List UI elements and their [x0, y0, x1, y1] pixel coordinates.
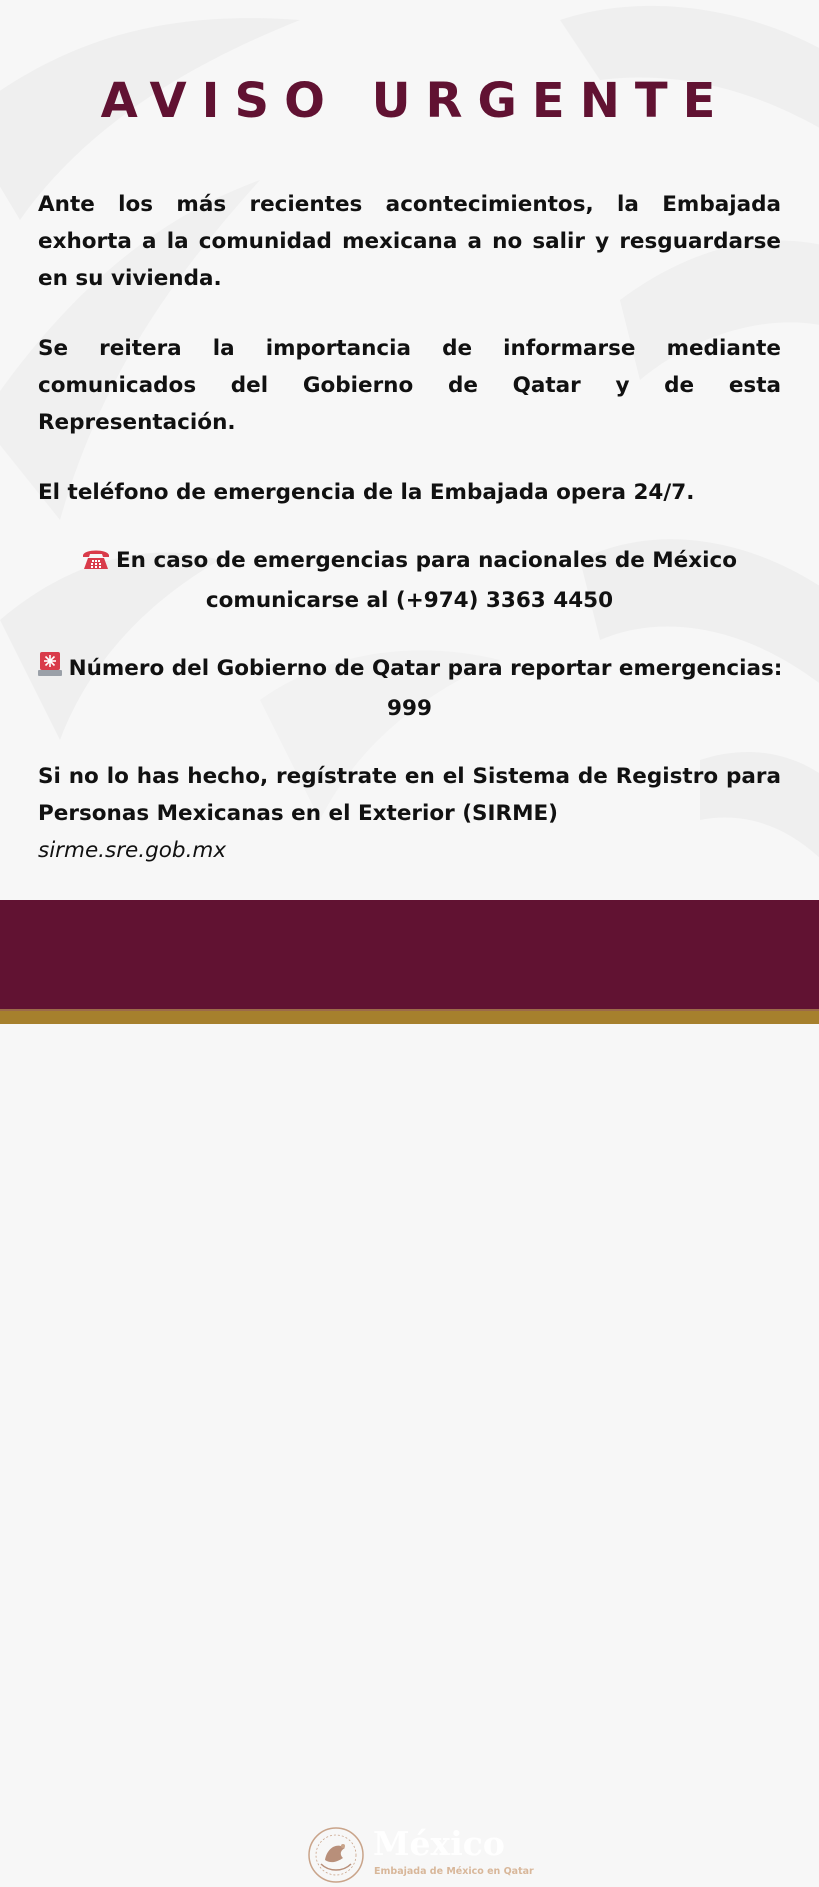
paragraph-embassy-emergency: [20, 542, 799, 619]
embassy-logo: [307, 1822, 534, 1887]
logo-subtitle: Embajada de México en Qatar: [374, 1866, 534, 1877]
paragraph-sirme-registration: [38, 758, 781, 869]
telephone-icon: [82, 545, 110, 582]
embassy-emergency-line1: En caso de emergencias para nacionales de México: [115, 548, 738, 573]
national-seal-icon: [307, 1826, 365, 1884]
paragraph-stay-informed: Se reitera la importancia de informarse mediante comunicados del Gobierno de Qatar y de esta Representación.: [38, 336, 781, 435]
embassy-phone-number[interactable]: comunicarse al (+974) 3363 4450: [205, 588, 614, 613]
notice-content: [0, 0, 819, 900]
sirme-text: Si no lo has hecho, regístrate en el Sistema de Registro para Personas Mexicanas en el Exterior (SIRME): [38, 764, 781, 826]
qatar-emergency-number[interactable]: 999: [387, 696, 432, 721]
footer-band: [0, 900, 819, 1877]
gold-strip: [0, 1011, 819, 1024]
sirme-link[interactable]: sirme.sre.gob.mx: [38, 838, 227, 863]
paragraph-emergency-24-7: El teléfono de emergencia de la Embajada opera 24/7.: [38, 480, 695, 505]
logo-wordmark: México: [373, 1824, 505, 1863]
paragraph-qatar-emergency: [10, 650, 809, 727]
qatar-emergency-line1: Número del Gobierno de Qatar para reportar emergencias:: [68, 656, 783, 681]
paragraph-stay-home: Ante los más recientes acontecimientos, la Embajada exhorta a la comunidad mexicana a no salir y resguardarse en su vivienda.: [38, 192, 781, 291]
rotating-light-icon: [37, 650, 63, 690]
page-title: AVISO URGENTE: [100, 73, 731, 129]
